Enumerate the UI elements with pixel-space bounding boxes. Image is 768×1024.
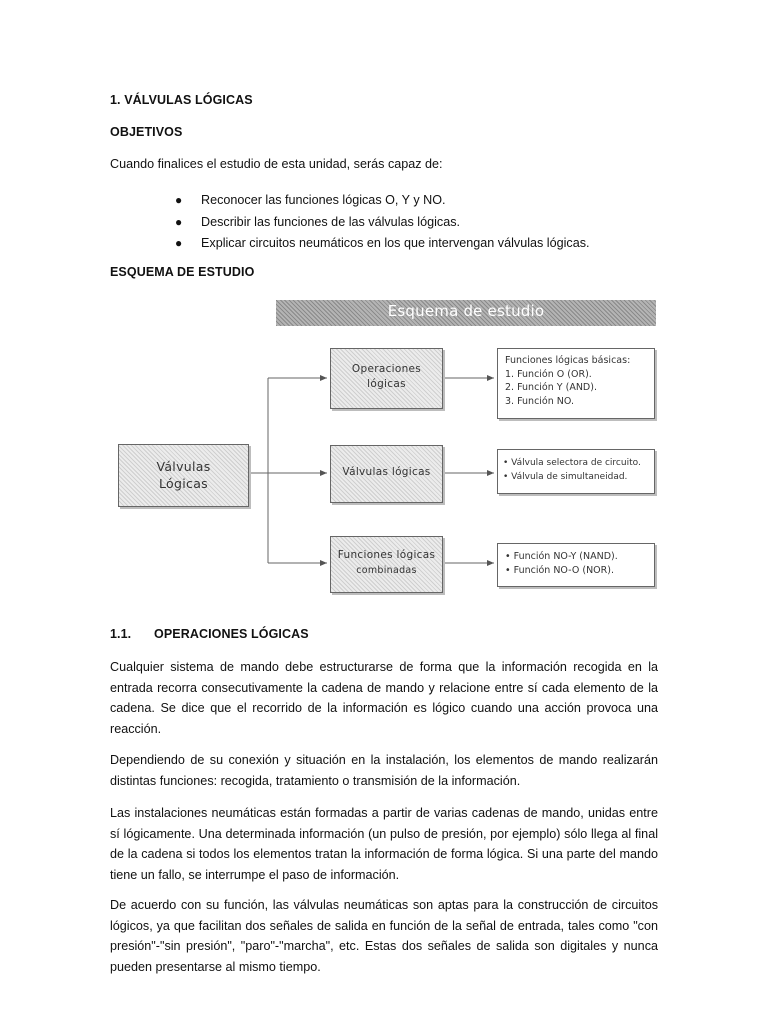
note1-text — [505, 354, 630, 408]
list-item — [172, 190, 590, 212]
objectives-list — [172, 190, 590, 255]
node-funciones-combinadas — [330, 536, 443, 593]
diagram-banner-title: Esquema de estudio — [387, 302, 545, 320]
paragraph-3: Las instalaciones neumáticas están formadas a partir de varias cadenas de mando, unidas entre sí lógicamente. Una determinada información (un pulso de presión, por ejemplo) sólo llega al final de la cadena si todos los elementos tratan la información de forma lógica. Si una parte del mando tiene un fallo, se interrumpe el paso de información. — [110, 806, 658, 882]
bullet-icon: ● — [175, 236, 183, 250]
note-combinadas — [497, 543, 655, 587]
note-line: 2. Función Y (AND). — [505, 382, 597, 393]
paragraph-2: Dependiendo de su conexión y situación en la instalación, los elementos de mando realizarán distintas funciones: recogida, tratamiento o transmisión de la información. — [110, 753, 658, 788]
note3-text — [505, 550, 618, 577]
list-item — [172, 233, 590, 255]
diagram-banner — [276, 300, 656, 326]
note2-text — [503, 457, 641, 484]
note-funciones-basicas — [497, 348, 655, 419]
note-line: • Válvula selectora de circuito. — [503, 458, 641, 468]
node2-label: Válvulas lógicas — [342, 466, 431, 478]
node-operaciones-logicas — [330, 348, 443, 409]
bullet-icon: ● — [175, 193, 183, 207]
objective-text: Explicar circuitos neumáticos en los que intervengan válvulas lógicas. — [201, 236, 590, 250]
node1-label-2: lógicas — [367, 378, 406, 390]
note-line: • Función NO-Y (NAND). — [505, 551, 618, 562]
root-label-1: Válvulas — [156, 459, 211, 474]
list-item — [172, 212, 590, 234]
subsection-title: OPERACIONES LÓGICAS — [154, 627, 309, 641]
section-title: 1. VÁLVULAS LÓGICAS — [110, 93, 253, 107]
objective-text: Describir las funciones de las válvulas lógicas. — [201, 214, 460, 229]
paragraph-1: Cualquier sistema de mando debe estructurarse de forma que la información recogida en la entrada recorra consecutivamente la cadena de mando y relacione entre sí cada elemento de la cadena. Se dice que el recorrido de la información es lógico cuando una acción provoca una reacción. — [110, 660, 658, 736]
note-line: 1. Función O (OR). — [505, 368, 592, 380]
objectives-heading: OBJETIVOS — [110, 125, 183, 139]
note-line: Funciones lógicas básicas: — [505, 355, 631, 366]
note-line: • Función NO-O (NOR). — [505, 564, 614, 576]
note-valvulas — [497, 449, 655, 494]
paragraph-4: De acuerdo con su función, las válvulas neumáticas son aptas para la construcción de circuitos lógicos, ya que facilitan dos señales de salida en función de la señal de entrada, tales como "con presión"-"sin presión", "paro"-"marcha", etc. Estas dos señales de salida son digitales y nunca pueden presentarse al mismo tiempo. — [110, 898, 658, 974]
objectives-intro: Cuando finalices el estudio de esta unidad, serás capaz de: — [110, 157, 443, 171]
root-box — [118, 444, 249, 507]
bullet-icon: ● — [175, 214, 183, 229]
objective-text: Reconocer las funciones lógicas O, Y y NO. — [201, 193, 446, 207]
root-label-2: Lógicas — [159, 476, 208, 491]
node-valvulas-logicas — [330, 445, 443, 503]
note-line: • Válvula de simultaneidad. — [503, 471, 628, 482]
schema-heading: ESQUEMA DE ESTUDIO — [110, 265, 255, 279]
note-line: 3. Función NO. — [505, 395, 575, 407]
subsection-number: 1.1. — [110, 627, 132, 641]
node3-label-1: Funciones lógicas — [337, 549, 436, 561]
node3-label-2: combinadas — [356, 565, 417, 576]
node1-label-1: Operaciones — [351, 363, 422, 375]
